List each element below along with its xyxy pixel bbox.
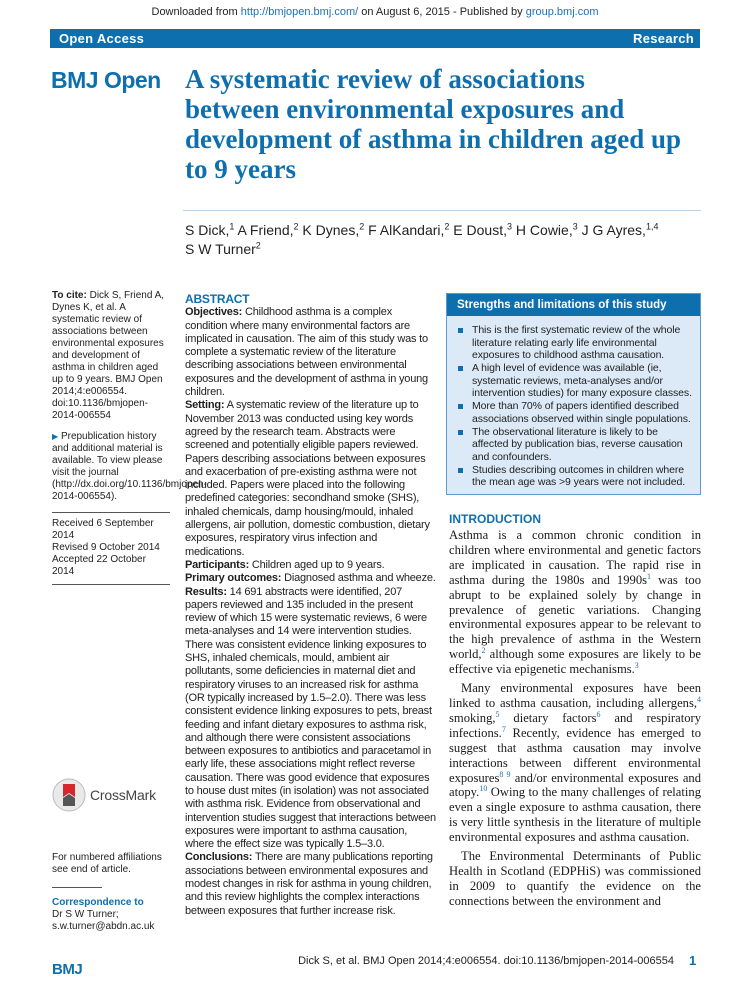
paragraph: The Environmental Determinants of Public Health in Scotland (EDPHiS) was commissioned in 2009 to quantify the evidence on the connections between the environment and bbox=[449, 849, 701, 908]
prepub-note: ▶ Prepublication history and additional material is available. To view please visit the journal (http://dx.doi.org/10.1136/bmjopen-2014-006554). bbox=[52, 431, 207, 502]
crossmark-badge[interactable] bbox=[52, 778, 156, 812]
author-list bbox=[185, 221, 685, 259]
list-item: More than 70% of papers identified described associations observed within single populations. bbox=[455, 400, 692, 425]
footer-citation: Dick S, et al. BMJ Open 2014;4:e006554. doi:10.1136/bmjopen-2014-006554 bbox=[298, 955, 674, 967]
paragraph: Asthma is a common chronic condition in children where environmental and genetic factors are implicated in causation. The rapid rise in asthma during the 1980s and $1990s^1$ was too abrupt to be explained solely by change in prevalence of genetic variations. Changing environmental exposures appear to be relevant to the high prevalence of asthma in the Western world,$^2$ although some exposures are likely to be effective via epigenetic mechanisms.$^3$ bbox=[449, 528, 701, 677]
article-sidebar bbox=[52, 290, 207, 590]
abstract-objectives: Objectives: Childhood asthma is a complex condition where many environmental factors are implicated in causation. The aim of this study was to complete a systematic review of the literature describing associations between environmental exposures and the development of asthma in young children. bbox=[185, 306, 428, 399]
abstract bbox=[185, 293, 437, 918]
abstract-outcomes: Primary outcomes: Diagnosed asthma and wheeze. bbox=[185, 572, 436, 585]
abstract-heading: ABSTRACT bbox=[185, 292, 250, 306]
correspondence-heading: Correspondence to bbox=[52, 897, 144, 908]
strengths-heading: Strengths and limitations of this study bbox=[447, 294, 700, 316]
open-access-label: Open Access bbox=[59, 31, 145, 46]
abstract-results: Results: 14 691 abstracts were identified, 207 papers reviewed and 135 included in the present review of which 15 were systematic reviews, 6 were meta-analyses and 14 were intervention studies. There was consistent evidence linking exposures to SHS, inhaled chemicals, mould, ambient air pollutants, some deficiencies in maternal diet and respiratory viruses to an increased risk for asthma (OR typically increased by 1.5–2.0). There was less consistent evidence linking exposures to pets, breast feeding and infant dietary exposures to asthma risk, and although there were consistent associations between exposures to antibiotics and paracetamol in early life, these associations might reflect reverse causation. There was good evidence that exposures to house dust mites (in isolation) was not associated with asthma risk. Evidence from observational and intervention studies suggest that interactions between exposures were important to asthma causation, where the effect size was typically 1.5–3.0. bbox=[185, 585, 436, 851]
author: S W Turner$^2$ bbox=[185, 240, 261, 257]
sidebar-divider bbox=[52, 512, 170, 513]
affiliations-note: For numbered affiliations see end of article. bbox=[52, 852, 162, 875]
received-date: Received 6 September 2014 bbox=[52, 518, 154, 541]
list-item: This is the first systematic review of the whole literature relating early life environmental exposures to childhood asthma causation. bbox=[455, 324, 692, 362]
dates bbox=[52, 518, 170, 578]
correspondence-email[interactable]: s.w.turner@abdn.ac.uk bbox=[52, 921, 155, 932]
author: J G Ayres,$^{1,4}$ bbox=[577, 221, 659, 238]
title-divider bbox=[183, 210, 701, 211]
section-bar bbox=[50, 29, 700, 48]
introduction-heading: INTRODUCTION bbox=[449, 512, 541, 526]
bmjopen-link[interactable]: http://bmjopen.bmj.com/ bbox=[240, 6, 359, 18]
crossmark-icon bbox=[52, 778, 86, 812]
correspondence bbox=[52, 897, 170, 933]
list-item: The observational literature is likely to be affected by publication bias, reverse causation and confounders. bbox=[455, 426, 692, 464]
abstract-participants: Participants: Children aged up to 9 years. bbox=[185, 558, 385, 571]
sidebar-divider bbox=[52, 584, 170, 585]
article-title: A systematic review of associations between environmental exposures and development of asthma in children aged up to 9 years bbox=[185, 64, 682, 184]
correspondence-divider bbox=[52, 887, 102, 888]
citation-note: To cite: Dick S, Friend A, Dynes K, et al. A systematic review of associations between environmental exposures and development of asthma in children aged up to 9 years. BMJ Open 2014;4:e006554. doi:10.1136/bmjopen-2014-006554 bbox=[52, 290, 165, 421]
download-notice: Downloaded from http://bmjopen.bmj.com/ on August 6, 2015 - Published by group.bmj.com bbox=[151, 6, 599, 18]
publisher-link[interactable]: group.bmj.com bbox=[525, 6, 599, 18]
bmj-footer-logo: BMJ bbox=[52, 961, 83, 978]
list-item: A high level of evidence was available (ie, systematic reviews, meta-analyses and/or intervention studies) for many exposure classes. bbox=[455, 362, 692, 400]
accepted-date: Accepted 22 October 2014 bbox=[52, 554, 146, 577]
revised-date: Revised 9 October 2014 bbox=[52, 542, 160, 553]
abstract-setting: Setting: A systematic review of the literature up to November 2013 was conducted using key words agreed by the research team. Abstracts were screened and potentially eligible papers reviewed. Papers describing associations between exposures and exacerbation of pre-existing asthma were not included. Papers were placed into the following predefined categories: secondhand smoke (SHS), inhaled chemicals, damp housing/mould, inhaled allergens, air pollution, domestic combustion, dietary exposures, respiratory virus infection and medications. bbox=[185, 399, 430, 558]
page-number: 1 bbox=[689, 953, 697, 968]
strengths-list bbox=[447, 316, 700, 489]
research-label: Research bbox=[633, 31, 694, 46]
paragraph: Many environmental exposures have been linked to asthma causation, including allergens,$^4$ smoking,$^5$ dietary factors$^6$ and respiratory infections.$^7$ Recently, evidence has emerged to suggest that asthma causation may involve interactions between different environmental exposures$^{8 9}$ and/or environmental exposures and atopy.$^{10}$ Owing to the many challenges of relating even a single exposure to asthma causation, there is very little synthesis in the literature of multiple environmental exposures and asthma causation. bbox=[449, 681, 702, 845]
author: F AlKandari,$^2$ bbox=[364, 221, 450, 238]
triangle-bullet-icon: ▶ bbox=[52, 432, 59, 441]
author: K Dynes,$^2$ bbox=[298, 221, 365, 238]
crossmark-label: CrossMark bbox=[90, 787, 156, 803]
author: H Cowie,$^3$ bbox=[512, 221, 578, 238]
abstract-conclusions: Conclusions: There are many publications reporting associations between environmental exposures and modest changes in risk for asthma in young children, and this review highlights the complex interactions between exposures that further increase risk. bbox=[185, 851, 433, 917]
author: E Doust,$^3$ bbox=[449, 221, 513, 238]
list-item: Studies describing outcomes in children where the mean age was >9 years were not included. bbox=[455, 464, 692, 489]
correspondence-name: Dr S W Turner; bbox=[52, 909, 119, 920]
journal-logo: BMJ Open bbox=[51, 67, 161, 93]
introduction-body bbox=[449, 528, 701, 909]
strengths-box bbox=[446, 293, 701, 495]
author: S Dick,$^1$ bbox=[185, 221, 235, 238]
author: A Friend,$^2$ bbox=[234, 221, 299, 238]
